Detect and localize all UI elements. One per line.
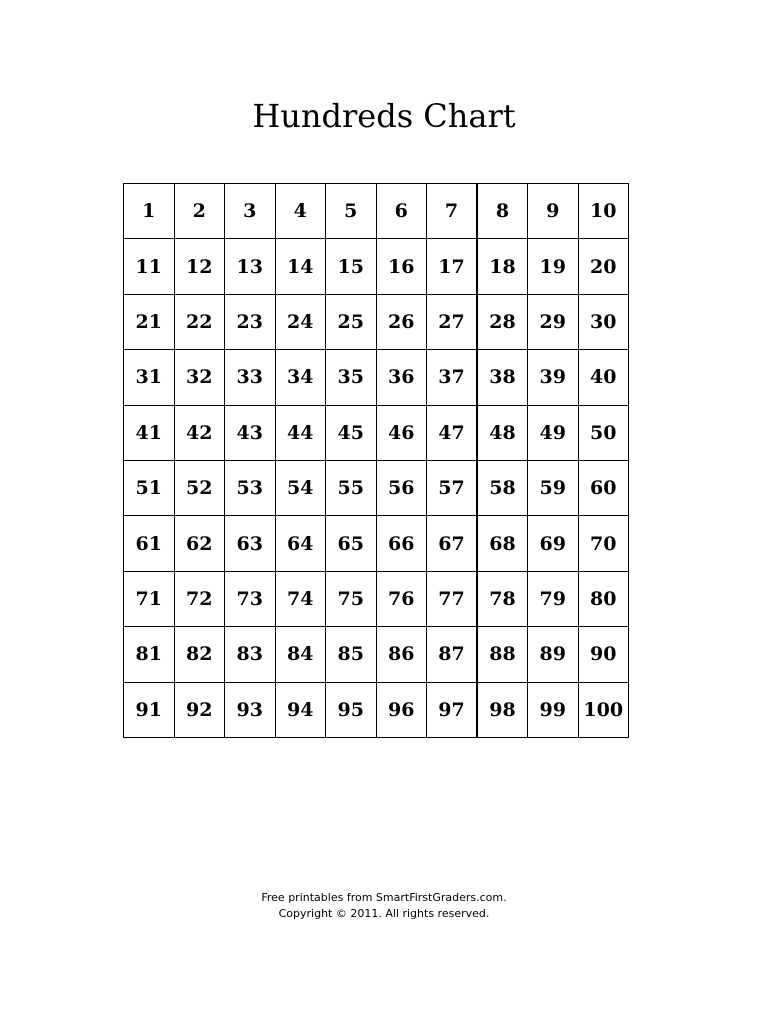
grid-cell: 75	[326, 571, 377, 626]
grid-cell: 27	[427, 294, 478, 349]
grid-cell: 46	[376, 405, 427, 460]
grid-cell: 93	[225, 682, 276, 737]
grid-cell: 25	[326, 294, 377, 349]
grid-cell: 24	[275, 294, 326, 349]
grid-cell: 48	[477, 405, 528, 460]
grid-cell: 50	[578, 405, 629, 460]
grid-cell: 95	[326, 682, 377, 737]
grid-cell: 72	[174, 571, 225, 626]
grid-cell: 45	[326, 405, 377, 460]
grid-cell: 82	[174, 627, 225, 682]
grid-cell: 47	[427, 405, 478, 460]
grid-cell: 28	[477, 294, 528, 349]
grid-row	[124, 294, 629, 349]
grid-cell: 85	[326, 627, 377, 682]
grid-cell: 10	[578, 184, 629, 239]
grid-cell: 42	[174, 405, 225, 460]
grid-cell: 78	[477, 571, 528, 626]
grid-cell: 22	[174, 294, 225, 349]
grid-cell: 13	[225, 239, 276, 294]
grid-cell: 5	[326, 184, 377, 239]
grid-cell: 35	[326, 350, 377, 405]
grid-cell: 51	[124, 460, 175, 515]
grid-cell: 98	[477, 682, 528, 737]
grid-cell: 54	[275, 460, 326, 515]
hundreds-grid	[123, 183, 629, 738]
grid-cell: 71	[124, 571, 175, 626]
grid-cell: 62	[174, 516, 225, 571]
grid-cell: 52	[174, 460, 225, 515]
grid-cell: 100	[578, 682, 629, 737]
grid-cell: 87	[427, 627, 478, 682]
grid-cell: 8	[477, 184, 528, 239]
grid-cell: 20	[578, 239, 629, 294]
grid-cell: 88	[477, 627, 528, 682]
grid-cell: 86	[376, 627, 427, 682]
grid-cell: 6	[376, 184, 427, 239]
grid-cell: 97	[427, 682, 478, 737]
grid-cell: 18	[477, 239, 528, 294]
grid-cell: 19	[528, 239, 579, 294]
grid-cell: 56	[376, 460, 427, 515]
grid-cell: 1	[124, 184, 175, 239]
footer-credit-line: Free printables from SmartFirstGraders.com.	[261, 891, 507, 904]
grid-cell: 64	[275, 516, 326, 571]
grid-cell: 89	[528, 627, 579, 682]
grid-cell: 39	[528, 350, 579, 405]
grid-cell: 94	[275, 682, 326, 737]
footer	[0, 890, 768, 922]
grid-cell: 76	[376, 571, 427, 626]
grid-cell: 92	[174, 682, 225, 737]
footer-copyright-line: Copyright © 2011. All rights reserved.	[278, 907, 490, 920]
grid-cell: 15	[326, 239, 377, 294]
grid-cell: 16	[376, 239, 427, 294]
grid-cell: 53	[225, 460, 276, 515]
grid-cell: 44	[275, 405, 326, 460]
grid-cell: 2	[174, 184, 225, 239]
grid-cell: 59	[528, 460, 579, 515]
grid-cell: 36	[376, 350, 427, 405]
grid-cell: 7	[427, 184, 478, 239]
page-title: Hundreds Chart	[252, 97, 516, 135]
grid-cell: 41	[124, 405, 175, 460]
grid-cell: 58	[477, 460, 528, 515]
grid-row	[124, 516, 629, 571]
grid-cell: 17	[427, 239, 478, 294]
grid-cell: 34	[275, 350, 326, 405]
grid-cell: 66	[376, 516, 427, 571]
grid-cell: 33	[225, 350, 276, 405]
grid-cell: 49	[528, 405, 579, 460]
grid-cell: 12	[174, 239, 225, 294]
grid-cell: 21	[124, 294, 175, 349]
grid-cell: 83	[225, 627, 276, 682]
grid-row	[124, 682, 629, 737]
grid-cell: 31	[124, 350, 175, 405]
grid-cell: 91	[124, 682, 175, 737]
grid-cell: 23	[225, 294, 276, 349]
grid-cell: 9	[528, 184, 579, 239]
grid-row	[124, 627, 629, 682]
grid-cell: 4	[275, 184, 326, 239]
grid-cell: 43	[225, 405, 276, 460]
grid-cell: 26	[376, 294, 427, 349]
grid-row	[124, 405, 629, 460]
grid-cell: 70	[578, 516, 629, 571]
grid-cell: 32	[174, 350, 225, 405]
grid-cell: 74	[275, 571, 326, 626]
grid-cell: 84	[275, 627, 326, 682]
grid-row	[124, 571, 629, 626]
grid-cell: 11	[124, 239, 175, 294]
grid-cell: 37	[427, 350, 478, 405]
grid-cell: 38	[477, 350, 528, 405]
grid-cell: 40	[578, 350, 629, 405]
grid-row	[124, 239, 629, 294]
grid-cell: 77	[427, 571, 478, 626]
grid-row	[124, 184, 629, 239]
grid-cell: 60	[578, 460, 629, 515]
grid-cell: 90	[578, 627, 629, 682]
grid-cell: 67	[427, 516, 478, 571]
grid-cell: 96	[376, 682, 427, 737]
grid-cell: 69	[528, 516, 579, 571]
grid-cell: 29	[528, 294, 579, 349]
grid-cell: 80	[578, 571, 629, 626]
grid-cell: 61	[124, 516, 175, 571]
grid-row	[124, 350, 629, 405]
grid-cell: 55	[326, 460, 377, 515]
grid-cell: 68	[477, 516, 528, 571]
grid-cell: 81	[124, 627, 175, 682]
grid-cell: 65	[326, 516, 377, 571]
grid-cell: 14	[275, 239, 326, 294]
grid-cell: 99	[528, 682, 579, 737]
grid-cell: 30	[578, 294, 629, 349]
grid-row	[124, 460, 629, 515]
grid-cell: 79	[528, 571, 579, 626]
grid-cell: 73	[225, 571, 276, 626]
grid-body	[124, 184, 629, 738]
grid-cell: 63	[225, 516, 276, 571]
grid-cell: 3	[225, 184, 276, 239]
grid-cell: 57	[427, 460, 478, 515]
